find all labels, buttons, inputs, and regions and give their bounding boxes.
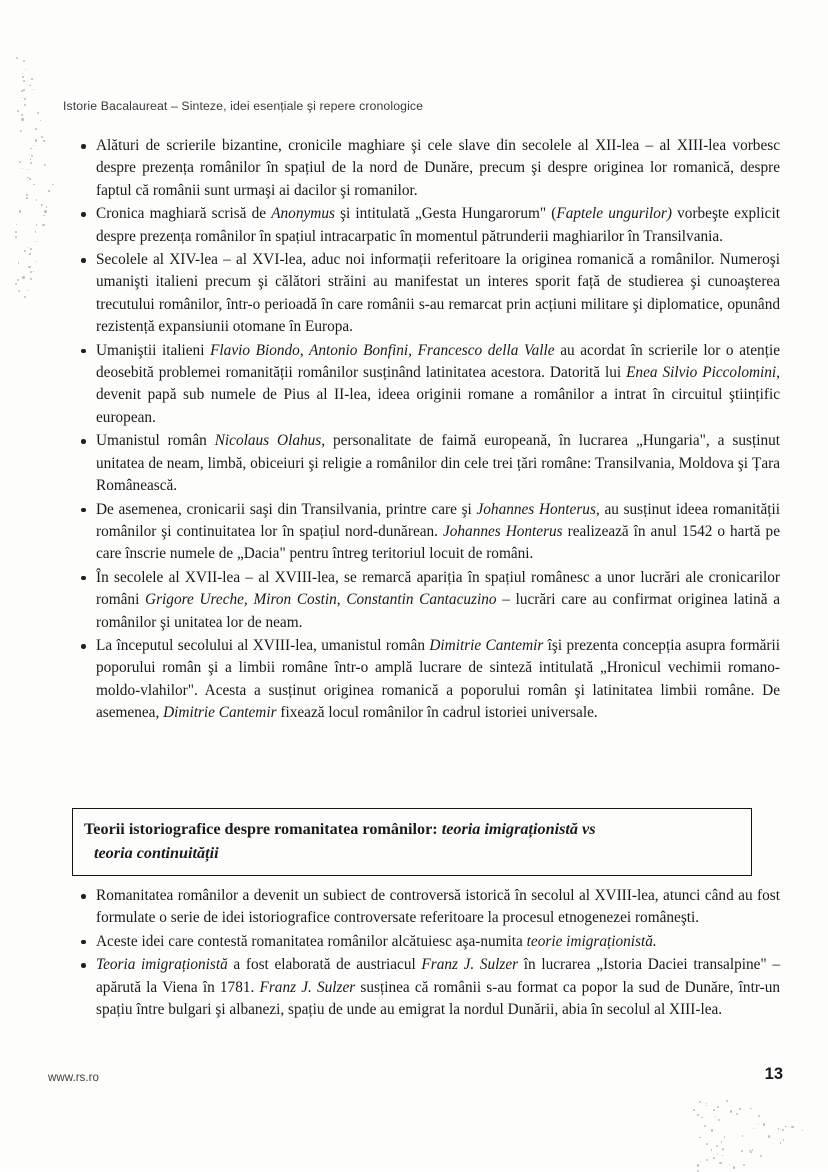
emphasis-text: Flavio Biondo, Antonio Bonfini, Francesco della Valle — [210, 341, 555, 359]
body-text: susținea că românii s-au format ca popor la sud de Dunăre, într-un spațiu între bulgari şi albanezi, spațiu de unde au emigrat la nordul Dunării, abia în secolul al XIII-lea. — [96, 978, 780, 1019]
emphasis-text: Faptele ungurilor) — [556, 205, 672, 223]
section-heading-line-2 — [84, 841, 741, 865]
bullet-anonymus-gesta-hungarorum — [80, 203, 780, 248]
body-text: La începutul secolului al XVIII-lea, umanistul român — [96, 636, 430, 654]
body-text: În secolele al XVII-lea – al XVIII-lea, se remarcă apariția în spațiul românesc a unor lucrări ale cronicarilor români — [96, 568, 780, 609]
section-heading-line-1 — [84, 817, 741, 841]
bullet-list-lower — [80, 885, 780, 1021]
body-text: – lucrări care au confirmat originea latină a românilor şi unitatea lor de neam. — [96, 591, 781, 631]
bullet-teorie-imigrationista-definitie — [80, 931, 780, 953]
emphasis-text: Johannes Honterus — [476, 500, 596, 518]
emphasis-text: Enea Silvio Piccolomini — [626, 364, 777, 382]
bullet-dimitrie-cantemir — [80, 635, 780, 725]
body-text: Alături de scrierile bizantine, cronicile maghiare şi cele slave din secolele al XII-lea – al XIII-lea vorbesc despre prezența românilor în spațiul de la nord de Dunăre, precum şi despre originea lor romanică, despre faptul că românii sunt urmaşi ai dacilor şi romanilor. — [96, 137, 780, 199]
body-text: De asemenea, cronicarii saşi din Transilvania, printre care şi — [96, 500, 477, 518]
body-text: Umaniştii italieni — [96, 341, 211, 359]
body-text: Secolele al XIV-lea – al XVI-lea, aduc noi informații referitoare la originea romanică a românilor. Numeroşi umanişti italieni precum şi călători străini au manifestat un interes sporit față de studierea şi cunoaşterea trecutului românilor, într-o perioadă în care românii s-au remarcat prin acțiuni militare şi diplomatice, opunând rezistență expansiunii otomane în Europa. — [96, 251, 780, 336]
emphasis-text: Teoria imigraționistă — [96, 956, 228, 974]
body-text: au acordat în scrierile lor o atenție deosebită problemei romanității românilor susținând latinitatea acestora. Datorită lui — [96, 341, 780, 382]
bullet-controversa-secolul-xviii — [80, 885, 780, 930]
section-heading-bold-part: Teorii istoriografice despre romanitatea românilor: — [84, 820, 442, 838]
emphasis-text: teorie imigraționistă. — [526, 932, 657, 950]
body-text: Umanistul român — [96, 432, 215, 450]
bullet-umanistii-italieni — [80, 340, 780, 430]
bullet-secolele-xiv-xvi — [80, 249, 780, 339]
emphasis-text: Dimitrie Cantemir — [429, 636, 544, 654]
body-text: îşi prezenta concepția asupra formării poporului român şi a limbii române într-o amplă lucrare de sinteză intitulată „Hronicul vechimii romano-moldo-vlahilor". Acesta a susținut originea romanică a poporului român şi latinitatea limbii române. De asemenea, — [96, 636, 780, 722]
section-heading-italic-part: teoria imigraționistă vs — [441, 820, 596, 838]
bullet-list-upper — [80, 135, 780, 725]
body-text: , personalitate de faimă europeană, în lucrarea „Hungaria", a susținut unitatea de neam, limbă, obiceiuri şi religie a românilor din cele trei țări române: Transilvania, Moldova şi Țara Românească. — [96, 432, 780, 495]
body-text: Romanitatea românilor a devenit un subiect de controversă istorică în secolul al XVIII-lea, atunci când au fost formulate o serie de idei istoriografice controversate referitoare la procesul etnogenezei româneşti. — [96, 887, 780, 927]
bullet-nicolaus-olahus — [80, 430, 780, 497]
main-content-upper — [80, 135, 780, 726]
bullet-johannes-honterus — [80, 499, 780, 566]
section-heading-italic-part-2: teoria continuității — [94, 844, 219, 862]
emphasis-text: Franz J. Sulzer — [421, 956, 519, 974]
emphasis-text: Anonymus — [271, 205, 335, 223]
body-text: Cronica maghiară scrisă de — [96, 205, 272, 223]
body-text: în lucrarea „Istoria Daciei transalpine" – apărută la Viena în 1781. — [96, 956, 780, 996]
body-text: vorbeşte explicit despre prezența românilor în spațiul intracarpatic în momentul pătrunderii maghiarilor în Transilvania. — [96, 205, 780, 245]
body-text: Aceste idei care contestă romanitatea românilor alcătuiesc aşa-numita — [96, 932, 527, 950]
running-header: Istorie Bacalaureat – Sinteze, idei esențiale şi repere cronologice — [63, 99, 424, 113]
body-text: fixează locul românilor în cadrul istoriei universale. — [276, 704, 598, 722]
footer-url: www.rs.ro — [48, 1071, 99, 1084]
bullet-cronicari-romani — [80, 567, 780, 634]
bullet-franz-sulzer — [80, 954, 780, 1021]
emphasis-text: Grigore Ureche, Miron Costin, Constantin Cantacuzino — [145, 591, 497, 609]
emphasis-text: Johannes Honterus — [442, 522, 563, 540]
emphasis-text: Dimitrie Cantemir — [163, 704, 277, 722]
body-text: şi intitulată „Gesta Hungarorum" ( — [334, 205, 557, 223]
body-text: a fost elaborată de austriacul — [227, 956, 422, 974]
body-text: , au susținut ideea romanității românilor şi continuitatea lor în spațiul nord-dunărean. — [96, 500, 780, 540]
footer-page-number: 13 — [764, 1065, 783, 1083]
emphasis-text: Nicolaus Olahus — [214, 432, 322, 450]
main-content-lower — [80, 885, 780, 1022]
section-heading-box — [72, 808, 752, 876]
bullet-cronici-maghiare-slave — [80, 135, 780, 202]
body-text: , devenit papă sub numele de Pius al II-lea, ideea originii romane a românilor a intrat în circuitul ştiințific european. — [96, 364, 780, 426]
body-text: realizează în anul 1542 o hartă pe care înscrie numele de „Dacia" pentru întreg teritoriul locuit de români. — [96, 522, 780, 563]
emphasis-text: Franz J. Sulzer — [259, 978, 356, 996]
